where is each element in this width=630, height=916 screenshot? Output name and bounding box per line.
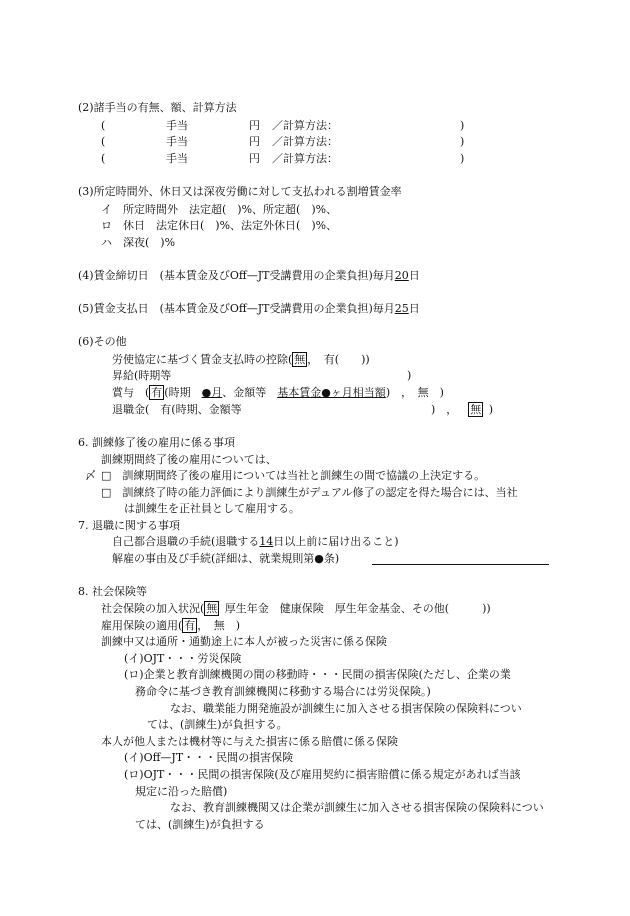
allowance-close: ) <box>460 152 465 165</box>
allowance-method: ／計算方法： <box>272 135 338 148</box>
accident-ojt: (イ)OJT・・・労災保険 <box>124 652 242 665</box>
dismissal-blank-line <box>372 564 549 565</box>
bonus-yes-circled: 有 <box>151 386 163 399</box>
damage-offjt: (イ)Off—JT・・・民間の損害保険 <box>124 751 294 764</box>
retirement-heading: 7. 退職に関する事項 <box>78 519 180 532</box>
dismissal: 解雇の事由及び手続(詳細は、就業規則第●条) <box>112 552 340 565</box>
deduction-label: 労使協定に基づく賃金支払時の控除( <box>112 353 293 366</box>
allowance-name: 手当 <box>166 152 188 165</box>
deduction-none-circled: 無 <box>294 353 306 366</box>
allowance-close: ) <box>460 135 465 148</box>
wage-closing-date <box>78 269 420 282</box>
deduction-line <box>112 353 370 366</box>
wage-closing-prefix: (4)賃金締切日 (基本賃金及びOff—JT受講費用の企業負担)毎月 <box>78 269 395 282</box>
bonus-amount: 基本賃金●ヶ月相当額 <box>277 386 386 399</box>
bonus-tail: ) ， 無 ) <box>385 386 444 399</box>
accident-travel-line2: 務命令に基づき教育訓練機関に移動する場合には労災保険。) <box>135 685 431 698</box>
accident-note-line2: ては、(訓練生)が負担する。 <box>147 718 288 731</box>
allowance-heading: (2)諸手当の有無、額、計算方法 <box>78 101 237 114</box>
self-resignation-days: 14 <box>259 535 274 548</box>
social-insurance-label: 社会保険の加入状況( <box>101 602 205 615</box>
damage-ojt-line2: 規定に沿った賠償) <box>135 785 228 798</box>
social-insurance-options: 厚生年金 健康保険 厚生年金基金、その他( )) <box>224 602 491 615</box>
self-resignation-prefix: 自己都合退職の手続(退職する <box>112 535 260 548</box>
allowance-unit: 円 <box>249 152 260 165</box>
wage-payment-date <box>78 302 420 315</box>
wage-closing-day: 20 <box>394 269 409 282</box>
retirement-tail <box>431 403 493 416</box>
self-resignation <box>112 535 399 548</box>
wage-payment-day: 25 <box>394 302 409 315</box>
check-mark: 〆 <box>85 469 96 482</box>
option-consult: □ 訓練期間終了後の雇用については当社と訓練生の間で協議の上決定する。 <box>101 469 486 482</box>
allowance-method: ／計算方法： <box>272 119 338 132</box>
allowance-unit: 円 <box>249 135 260 148</box>
allowance-open: ( <box>101 135 106 148</box>
damage-insurance-heading: 本人が他人または機材等に与えた損害に係る賠償に係る保険 <box>101 735 398 748</box>
accident-note-line1: なお、職業能力開発施設が訓練生に加入させる損害保険の保険料につい <box>170 702 522 715</box>
social-insurance-none-circled: 無 <box>206 602 218 615</box>
allowance-method: ／計算方法： <box>272 152 338 165</box>
damage-note-line2: ては、(訓練生)が負担する <box>135 818 265 831</box>
retirement-label: 退職金( 有(時期、金額等 <box>112 403 242 416</box>
raise-label: 昇給(時期等 <box>112 369 172 382</box>
raise-close: ) <box>407 369 412 382</box>
option-hire-line1: □ 訓練終了時の能力評価により訓練生がデュアル修了の認定を得た場合には、当社 <box>101 486 518 499</box>
deduction-tail: ， 有( )) <box>307 353 370 366</box>
bonus-month: ●月 <box>201 386 223 399</box>
employment-insurance <box>101 619 240 632</box>
option-hire-line2: は訓練生を正社員として雇用する。 <box>124 502 300 515</box>
bonus-timing-label: (時期 <box>164 386 202 399</box>
premium-night: ハ 深夜( )% <box>101 236 176 249</box>
allowance-name: 手当 <box>166 135 188 148</box>
employment-insurance-tail: ， 無 ) <box>197 619 241 632</box>
post-training-heading: 6. 訓練修了後の雇用に係る事項 <box>78 436 235 449</box>
allowance-open: ( <box>101 119 106 132</box>
bonus-label: 賞与 ( <box>112 386 150 399</box>
retirement-none-circled: 無 <box>470 403 482 416</box>
wage-payment-prefix: (5)賃金支払日 (基本賃金及びOff—JT受講費用の企業負担)毎月 <box>78 302 395 315</box>
allowance-name: 手当 <box>166 119 188 132</box>
social-insurance <box>101 602 491 615</box>
accident-travel-line1: (ロ)企業と教育訓練機関の間の移動時・・・民間の損害保険(ただし、企業の業 <box>124 668 511 681</box>
insurance-heading: 8. 社会保険等 <box>78 585 147 598</box>
employment-insurance-yes-circled: 有 <box>184 619 196 632</box>
bonus-amount-label: 、金額等 <box>222 386 278 399</box>
allowance-unit: 円 <box>249 119 260 132</box>
allowance-open: ( <box>101 152 106 165</box>
employment-insurance-label: 雇用保険の適用( <box>101 619 183 632</box>
other-heading: (6)その他 <box>78 335 127 348</box>
wage-payment-suffix: 日 <box>408 302 420 315</box>
damage-note-line1: なお、教育訓練機関又は企業が訓練生に加入させる損害保険の保険料につい <box>170 801 544 814</box>
self-resignation-suffix: 日以上前に届け出ること) <box>273 535 399 548</box>
premium-holiday: ロ 休日 法定休日( )%、法定外休日( )%、 <box>101 219 338 232</box>
bonus-line <box>112 386 444 399</box>
post-training-intro: 訓練期間終了後の雇用については、 <box>101 453 277 466</box>
allowance-close: ) <box>460 119 465 132</box>
premium-overtime: イ 所定時間外 法定超( )%、所定超( )%、 <box>101 203 338 216</box>
retirement-close: ) <box>488 403 494 416</box>
premium-heading: (3)所定時間外、休日又は深夜労働に対して支払われる割増賃金率 <box>78 185 402 198</box>
accident-insurance-heading: 訓練中又は通所・通勤途上に本人が被った災害に係る保険 <box>101 635 387 648</box>
retirement-separator: ) ， <box>431 403 458 416</box>
damage-ojt-line1: (ロ)OJT・・・民間の損害保険(及び雇用契約に損害賠償に係る規定があれば当該 <box>124 768 521 781</box>
wage-closing-suffix: 日 <box>408 269 420 282</box>
